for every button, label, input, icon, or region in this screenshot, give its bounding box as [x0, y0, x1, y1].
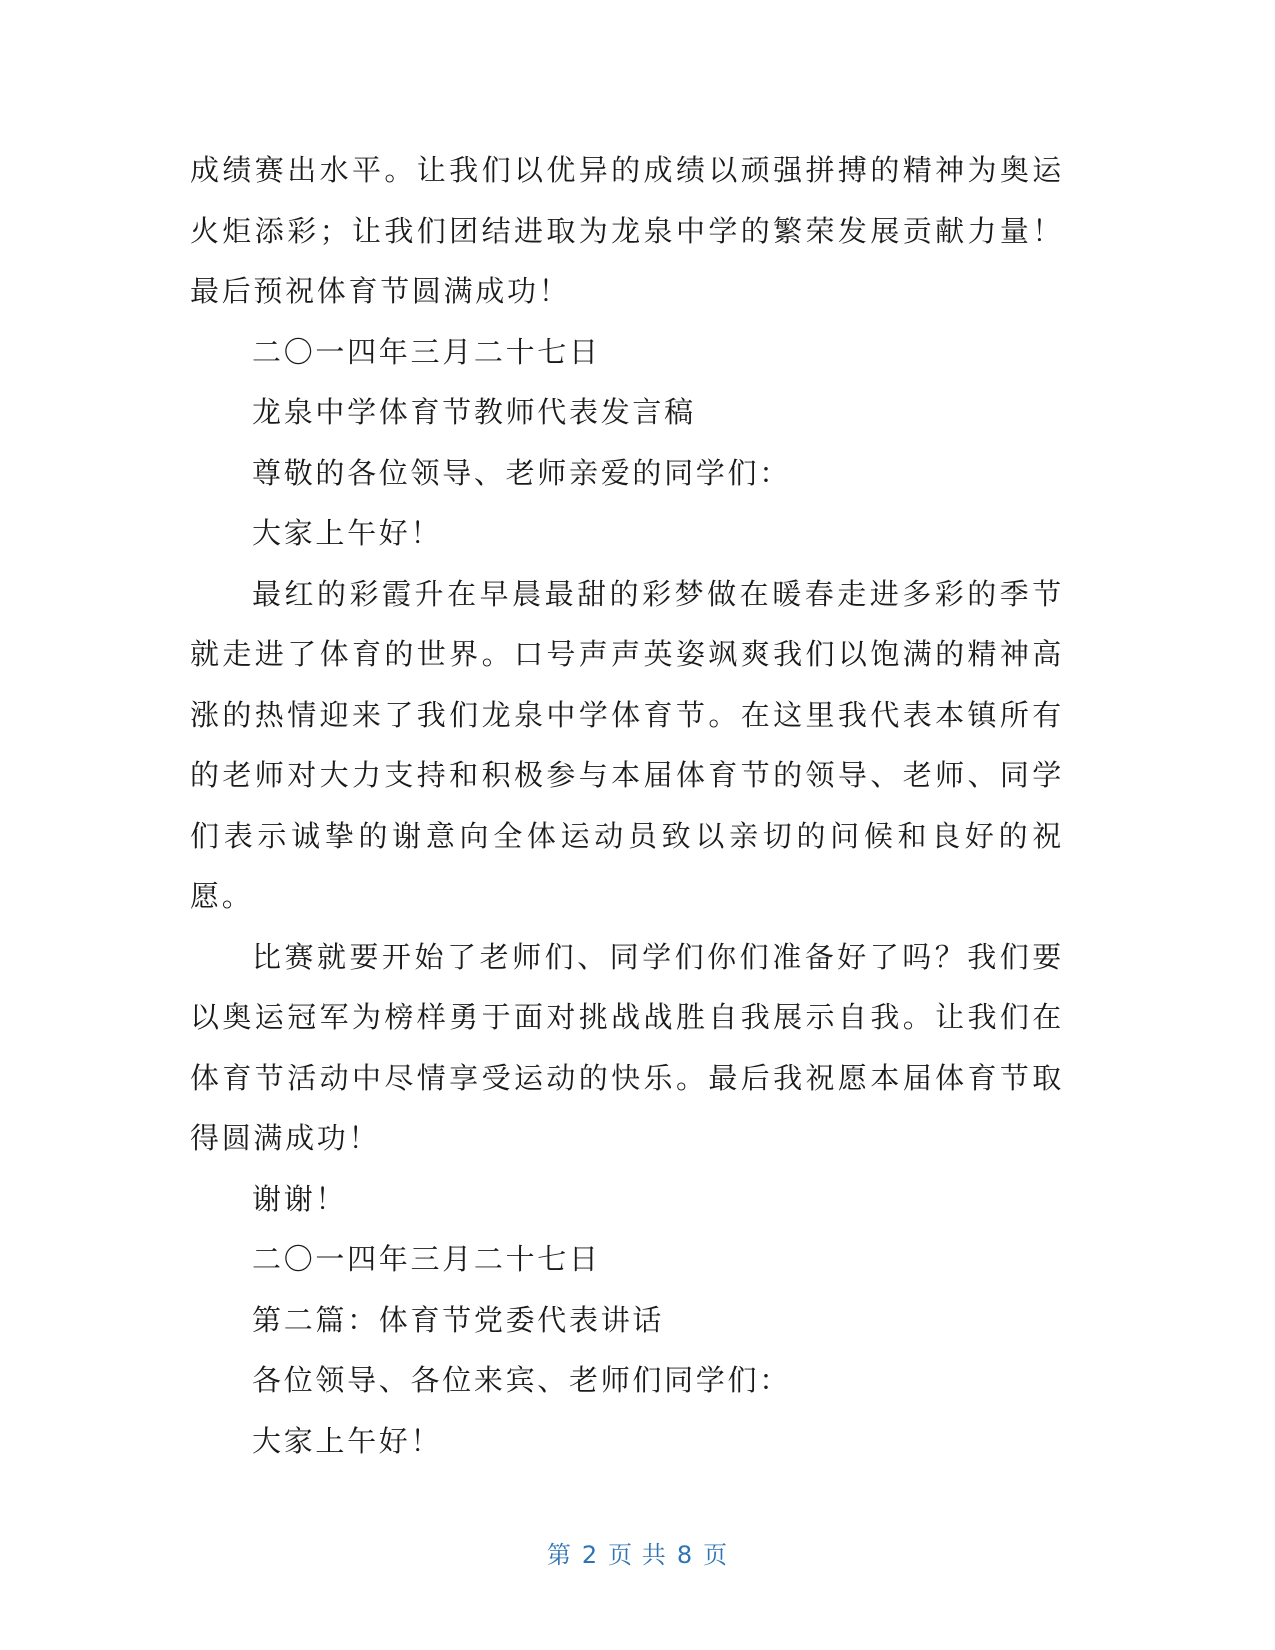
salutation: 尊敬的各位领导、老师亲爱的同学们：: [252, 455, 791, 490]
salutation: 各位领导、各位来宾、老师们同学们：: [252, 1363, 791, 1397]
footer-prefix: 第: [546, 1541, 572, 1569]
footer-middle: 页 共: [608, 1541, 667, 1569]
paragraph-continued: 成绩赛出水平。让我们以优异的成绩以顽强拼搏的精神为奥运火炬添彩；让我们团结进取为龙泉中学的繁荣发展贡献力量！最后预祝体育节圆满成功！: [190, 153, 1064, 308]
date-line: 二〇一四年三月二十七日: [252, 1242, 601, 1276]
greeting: 大家上午好！: [252, 1423, 443, 1458]
thanks-line: 谢谢！: [252, 1181, 348, 1216]
date-line: 二〇一四年三月二十七日: [252, 334, 601, 369]
footer-total-pages: 8: [676, 1541, 694, 1569]
paragraph: 最红的彩霞升在早晨最甜的彩梦做在暖春走进多彩的季节就走进了体育的世界。口号声声英姿飒爽我们以饱满的精神高涨的热情迎来了我们龙泉中学体育节。在这里我代表本镇所有的老师对大力支持和积极参与本届体育节的领导、老师、同学们表示诚挚的谢意向全体运动员致以亲切的问候和良好的祝愿。: [190, 576, 1064, 913]
greeting: 大家上午好！: [252, 516, 443, 550]
footer-current-page: 2: [581, 1541, 599, 1569]
footer-suffix: 页: [703, 1541, 729, 1569]
document-body: [190, 140, 1064, 1471]
section-title: 第二篇：体育节党委代表讲话: [252, 1302, 665, 1337]
paragraph: 比赛就要开始了老师们、同学们你们准备好了吗？我们要以奥运冠军为榜样勇于面对挑战战胜自我展示自我。让我们在体育节活动中尽情享受运动的快乐。最后我祝愿本届体育节取得圆满成功！: [190, 939, 1064, 1155]
page-footer: [0, 1535, 1275, 1570]
section-title: 龙泉中学体育节教师代表发言稿: [252, 395, 696, 429]
